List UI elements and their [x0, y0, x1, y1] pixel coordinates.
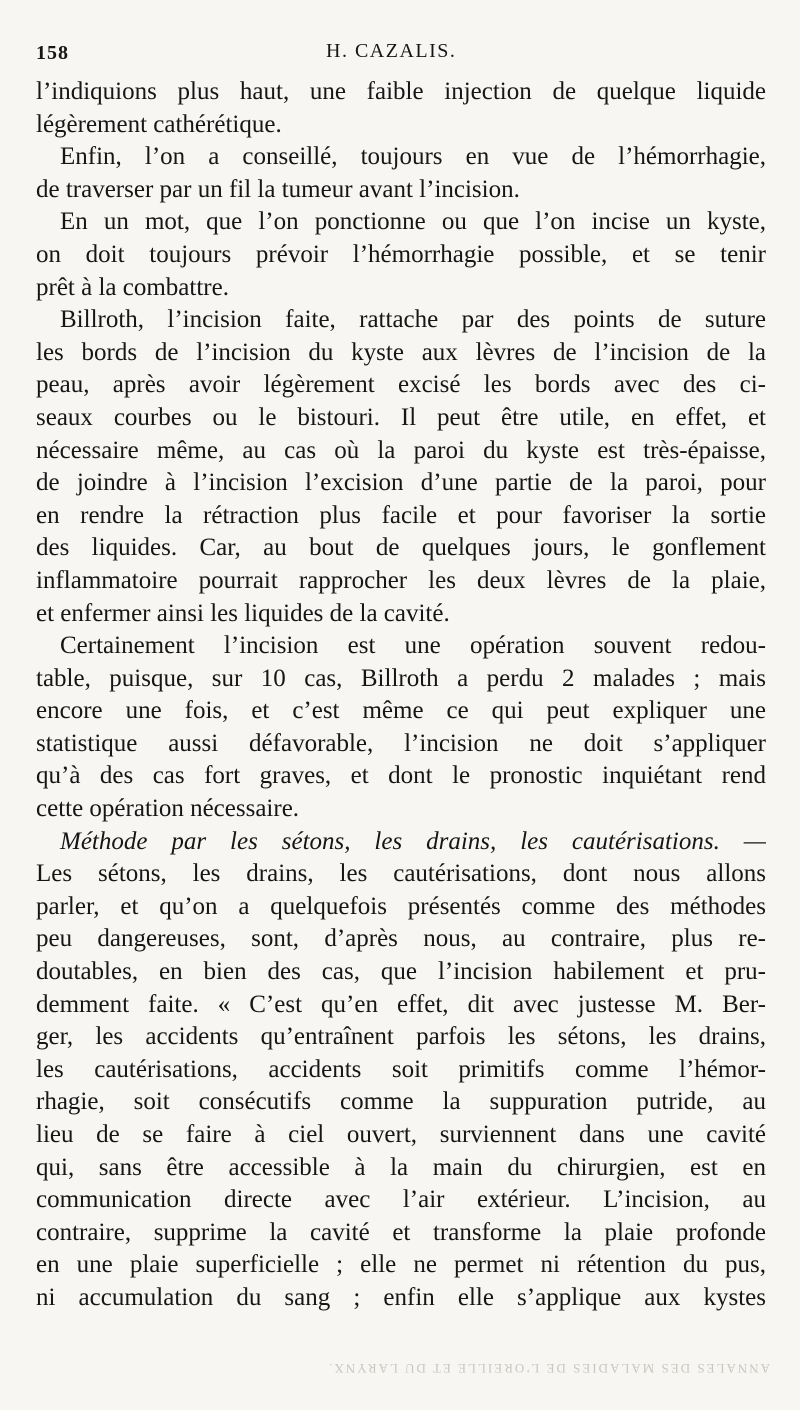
text-line: Enfin, l’on a conseillé, toujours en vue de l’hémorrhagie, — [60, 143, 766, 171]
bleed-through-text: ANNALES DES MALADIES DE L’OREILLE ET DU LARYNX. — [327, 1361, 770, 1376]
text-line: parler, et qu’on a quelquefois présentés comme des méthodes — [36, 892, 766, 920]
text-line: les cautérisations, accidents soit primitifs comme l’hémor- — [36, 1055, 766, 1083]
text-line: encore une fois, et c’est même ce qui peut expliquer une — [36, 697, 766, 725]
text-line: communication directe avec l’air extérieur. L’incision, au — [36, 1186, 766, 1214]
text-line: Billroth, l’incision faite, rattache par des points de suture — [60, 306, 766, 334]
text-line: en une plaie superficielle ; elle ne permet ni rétention du pus, — [36, 1251, 766, 1279]
page-number: 158 — [36, 42, 69, 64]
text-line: demment faite. « C’est qu’en effet, dit avec justesse M. Ber- — [36, 990, 766, 1018]
text-line: qui, sans être accessible à la main du chirurgien, est en — [36, 1153, 766, 1181]
text-line: prêt à la combattre. — [36, 273, 229, 301]
text-line: ger, les accidents qu’entraînent parfois les sétons, les drains, — [36, 1023, 766, 1051]
text-line: Les sétons, les drains, les cautérisations, dont nous allons — [36, 860, 766, 888]
text-line: qu’à des cas fort graves, et dont le pronostic inquiétant rend — [36, 762, 766, 790]
text-line: statistique aussi défavorable, l’incision ne doit s’appliquer — [36, 729, 766, 757]
page-header — [36, 38, 766, 78]
text-line: peau, après avoir légèrement excisé les bords avec des ci- — [36, 371, 766, 399]
text-line: de joindre à l’incision l’excision d’une partie de la paroi, pour — [36, 469, 766, 497]
text-line: rhagie, soit consécutifs comme la suppuration putride, au — [36, 1088, 766, 1116]
text-line: seaux courbes ou le bistouri. Il peut être utile, en effet, et — [36, 403, 766, 431]
text-line: légèrement cathérétique. — [36, 110, 282, 138]
text-line: ni accumulation du sang ; enfin elle s’applique aux kystes — [36, 1283, 766, 1311]
body-text — [36, 76, 766, 1315]
text-line: inflammatoire pourrait rapprocher les deux lèvres de la plaie, — [36, 566, 766, 594]
text-line: de traverser par un fil la tumeur avant l’incision. — [36, 175, 520, 203]
running-head: H. CAZALIS. — [326, 40, 457, 62]
text-line: on doit toujours prévoir l’hémorrhagie possible, et se tenir — [36, 240, 766, 268]
text-line: doutables, en bien des cas, que l’incision habilement et pru- — [36, 958, 766, 986]
text-line: peu dangereuses, sont, d’après nous, au contraire, plus re- — [36, 925, 766, 953]
text-line: Certainement l’incision est une opération souvent redou- — [60, 632, 766, 660]
text-line: nécessaire même, au cas où la paroi du kyste est très-épaisse, — [36, 436, 766, 464]
section-heading-line — [36, 826, 766, 859]
text-line: en rendre la rétraction plus facile et pour favoriser la sortie — [36, 501, 766, 529]
text-line: En un mot, que l’on ponctionne ou que l’on incise un kyste, — [60, 208, 766, 236]
text-line: des liquides. Car, au bout de quelques jours, le gonflement — [36, 534, 766, 562]
text-line: l’indiquions plus haut, une faible injection de quelque liquide — [36, 78, 766, 105]
text-line: les bords de l’incision du kyste aux lèvres de l’incision de la — [36, 338, 766, 366]
text-line: contraire, supprime la cavité et transforme la plaie profonde — [36, 1218, 766, 1246]
text-line: et enfermer ainsi les liquides de la cavité. — [36, 599, 450, 627]
section-heading: Méthode par les sétons, les drains, les cautérisations. — — [60, 827, 766, 855]
text-line: lieu de se faire à ciel ouvert, surviennent dans une cavité — [36, 1121, 766, 1148]
text-line: table, puisque, sur 10 cas, Billroth a perdu 2 malades ; mais — [36, 664, 766, 692]
text-line: cette opération nécessaire. — [36, 795, 300, 823]
